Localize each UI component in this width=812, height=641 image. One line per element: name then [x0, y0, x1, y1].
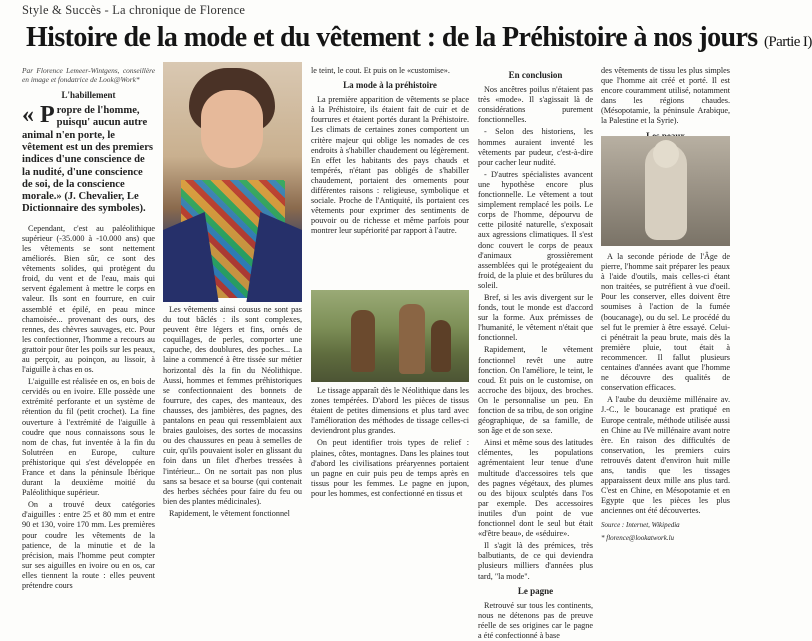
author-portrait-photo: [163, 62, 302, 298]
drop-cap: « P: [22, 102, 55, 129]
paragraph: des vêtements de tissu les plus simples que l'homme ait créé et porté. Il est encore couramment utilisé, notamment dans les régions chaudes. (Mésopotamie, la péninsule Arabique, la Palestine et la Syrie).: [601, 66, 730, 126]
subhead-mode-prehistoire: La mode à la préhistoire: [343, 80, 437, 91]
prehistoric-people-photo: [311, 290, 469, 382]
paragraph: Rapidement, le vêtement fonctionnel revêt une autre fonction. On l'améliore, le teint, le coud. Et puis on le customise, on accroche des bijoux, des broches. On le personnalise un peu. En fonction de sa tribu, de son origine géographique, de sa famille, de son âge et de son sexe.: [478, 345, 593, 436]
paragraph: le teint, le cout. Et puis on le «customise».: [311, 66, 450, 75]
column-3: [311, 66, 469, 288]
byline: Par Florence Lemeer-Wintgens, conseillère en image et fondatrice de Look@Work*: [22, 66, 155, 84]
column-4: [478, 66, 593, 640]
pull-quote: [22, 102, 155, 216]
footnote: * florence@lookatwork.lu: [601, 533, 675, 542]
paragraph: Retrouvé sur tous les continents, nous ne détenons pas de preuve réelle de ses origines car le pagne a été confectionné à base: [478, 600, 593, 640]
paragraph: Nos ancêtres poilus n'étaient pas très «mode». Il s'agissait là de considérations purement fonctionnelles.: [478, 85, 593, 125]
paragraph: L'aiguille est réalisée en os, en bois de cervidés ou en ivoire. Elle possède une extrémité perforante et un système de rétention du fil (petit crochet). La fine ouverture à l'extrémité de l'aiguille à coudre que nous connaissons sous le nom de chas, fut inventée à la fin du Solutréen en Europe, culture préhistorique qui s'est développée en France et dans la péninsule Ibérique durant la deuxième moitié du Paléolithique supérieur.: [22, 377, 155, 498]
headline-part: (Partie I): [764, 34, 812, 50]
subhead-conclusion: En conclusion: [508, 70, 563, 80]
column-3-lower: [311, 386, 469, 501]
paragraph: Bref, si les avis divergent sur le fonds, tout le monde est d'accord sur la forme. Aux prémisses de l'humanité, le vêtement n'était que fonctionnel.: [478, 292, 593, 343]
paragraph: - D'autres spécialistes avancent une hypothèse encore plus fonctionnelle. Le vêtement a tout simplement remplacé les poils. Le corps de l'homme, dépourvu de cette pilosité naturelle, s'exposait aux agressions climatiques. Il s'est donc couvert le corps de peaux d'animaux grossièrement assemblées qui le protégeaient du froid, de la pluie et des brûlures du soleil.: [478, 169, 593, 290]
quote-text: ropre de l'homme, puisqu' aucun autre animal n'en porte, le vêtement est un des premiers indices d'une conscience de la nudité, d'une conscience de soi, de la conscience morale.» (J. Chevalier, Le Dictionnaire des symboles).: [22, 105, 154, 215]
section-kicker: Style & Succès - La chronique de Florence: [22, 3, 246, 17]
paragraph: A la seconde période de l'Âge de pierre, l'homme sait préparer les peaux à l'aide d'outils, mais celles-ci étant non traitées, se putréfient à vue d'oeil. Pour les conserver, elles doivent être soumises à l'action de la fumée (boucanage), ou du sel. Le procédé du sel fut le premier à être essayé. Celui-ci pénétrait la peau brute, mais dès la première pluie, tout était à recommencer. Il fallut plusieurs centaines d'années avant que l'homme ne découvre des qualités de conservation efficaces.: [601, 252, 730, 393]
paragraph: Ainsi et même sous des latitudes clémentes, les populations agrémentaient leur tenue d'une multitude d'accessoires tels que des pagnes végétaux, des plumes ou des bijoux sculptés dans l'os par exemple. Des accessoires inutiles d'un point de vue fonctionnel dont le seul but était «d'être beau», de «séduire».: [478, 438, 593, 539]
column-5: [601, 66, 730, 136]
paragraph: On peut identifier trois types de relief : plaines, côtes, montagnes. Dans les plaines tout d'abord les civilisations préaryennes portaient un pagne en cuir puis peu de temps après en tissus pour les femmes. Le pagne en jupon, pour les hommes, est confectionné en tissus et: [311, 438, 469, 498]
paragraph: - Selon des historiens, les hommes auraient inventé les vêtements par pudeur, c'est-à-dire pour cacher leur nudité.: [478, 127, 593, 167]
source-note: Source : Internet, Wikipedia: [601, 521, 680, 530]
subhead-pagne: Le pagne: [517, 585, 554, 596]
paragraph: On a trouvé deux catégories d'aiguilles : entre 25 et 80 mm et entre 90 et 130, voire 170 mm. Les premières pour coudre les vêtements de la patience, de la minutie et de la précision, mais l'homme peut compter sur ses aiguilles en ivoire ou en os, car elles tiennent la route : elles peuvent prétendre cours: [22, 500, 155, 591]
paragraph: Cependant, c'est au paléolithique supérieur (-35.000 à -10.000 ans) que les vêtements se sont nettement améliorés. Bien sûr, ce sont des vêtements solides, qui protègent du froid, du vent et de l'eau, mais qui servent également à mettre le corps en valeur. Ils sont en fourrure, en cuir assemblé et épilé, en peau mince chamoisée... provenant des ours, des rennes, des chèvres sauvages, etc. Pour les confectionner, l'homme a recours au grattoir pour ôter les poils sur les peaux, au perçoir, au poinçon, au lissoir, à l'aiguille à chas en os.: [22, 223, 155, 375]
paragraph: La première apparition de vêtements se place à la Préhistoire, ils étaient fait de cuir et de fourrures et étaient portés durant la Préhistoire. Les climats de certaines zones comportent un critère majeur qui oblige les nomades de ces endroits à s'habiller chaudement ou légèrement. En effet les habitants des pays chauds et tempérés, n'étant pas obligés de s'habiller chaudement, portaient des ornements pour différentes raisons : religieuse, symbolique et sociale. Proche de l'Antiquité, ils portaient ces vêtements pour exprimer des sentiments de pouvoir ou de richesse et même parfois pour montrer leur supériorité par rapport à l'autre.: [311, 95, 469, 236]
paragraph: Le tissage apparaît dès le Néolithique dans les zones tempérées. D'abord les pièces de tissus étaient de petites dimensions et plus tard avec l'amélioration des méthodes de tissage celles-ci deviendront plus grandes.: [311, 386, 469, 436]
article-headline: [26, 22, 812, 54]
column-1: [22, 66, 155, 591]
column-2: [163, 305, 302, 518]
headline-main: Histoire de la mode et du vêtement : de la Préhistoire à nos jours: [26, 22, 758, 53]
paragraph: Il s'agit là des prémices, très balbutiants, de ce qui deviendra plusieurs milliers d'années plus tard, "la mode".: [478, 541, 593, 581]
paragraph: Rapidement, le vêtement fonctionnel: [169, 508, 290, 518]
column-5-lower: [601, 252, 730, 542]
paragraph: A l'aube du deuxième millénaire av. J.-C., le boucanage est pratiqué en Europe centrale, méthode utilisée aussi en Chine au IVe millénaire avant notre ère. En raison des difficultés de conservation, les premiers cuirs retrouvés datent d'environ huit mille ans, tandis que les tissages apparaissent deux mille ans plus tard. C'est en Chine, en Mésopotamie et en Egypte que les pièces les plus anciennes ont été découvertes.: [601, 395, 730, 516]
paragraph: Les vêtements ainsi cousus ne sont pas du tout bâclés : ils sont complexes, peuvent être légers et fins, ornés de coquillages, de perles, comporter une capuche, des doublures, des poches... La laine a commencé à être tissée sur métier horizontal dès la fin du Néolithique. Aussi, hommes et femmes préhistoriques se confectionnaient des bonnets de fourrure, des capes, des manteaux, des chausses, des jambières, des pagnes, des pantalons en peau qui ressemblaient aux braies gauloises, des sortes de mocassins ou des chaussures en peau à semelles de cuir, qu'ils pouvaient isoler en glissant du foin dans un filet d'herbes tressées à l'intérieur... On ne sortait pas non plus sans sa besace et sa bourse (qui contenait des herbes séchées pour faire du feu ou bien des plantes médicinales).: [163, 305, 302, 506]
statue-photo: [601, 136, 730, 246]
subhead-habillement: L'habillement: [61, 90, 116, 100]
